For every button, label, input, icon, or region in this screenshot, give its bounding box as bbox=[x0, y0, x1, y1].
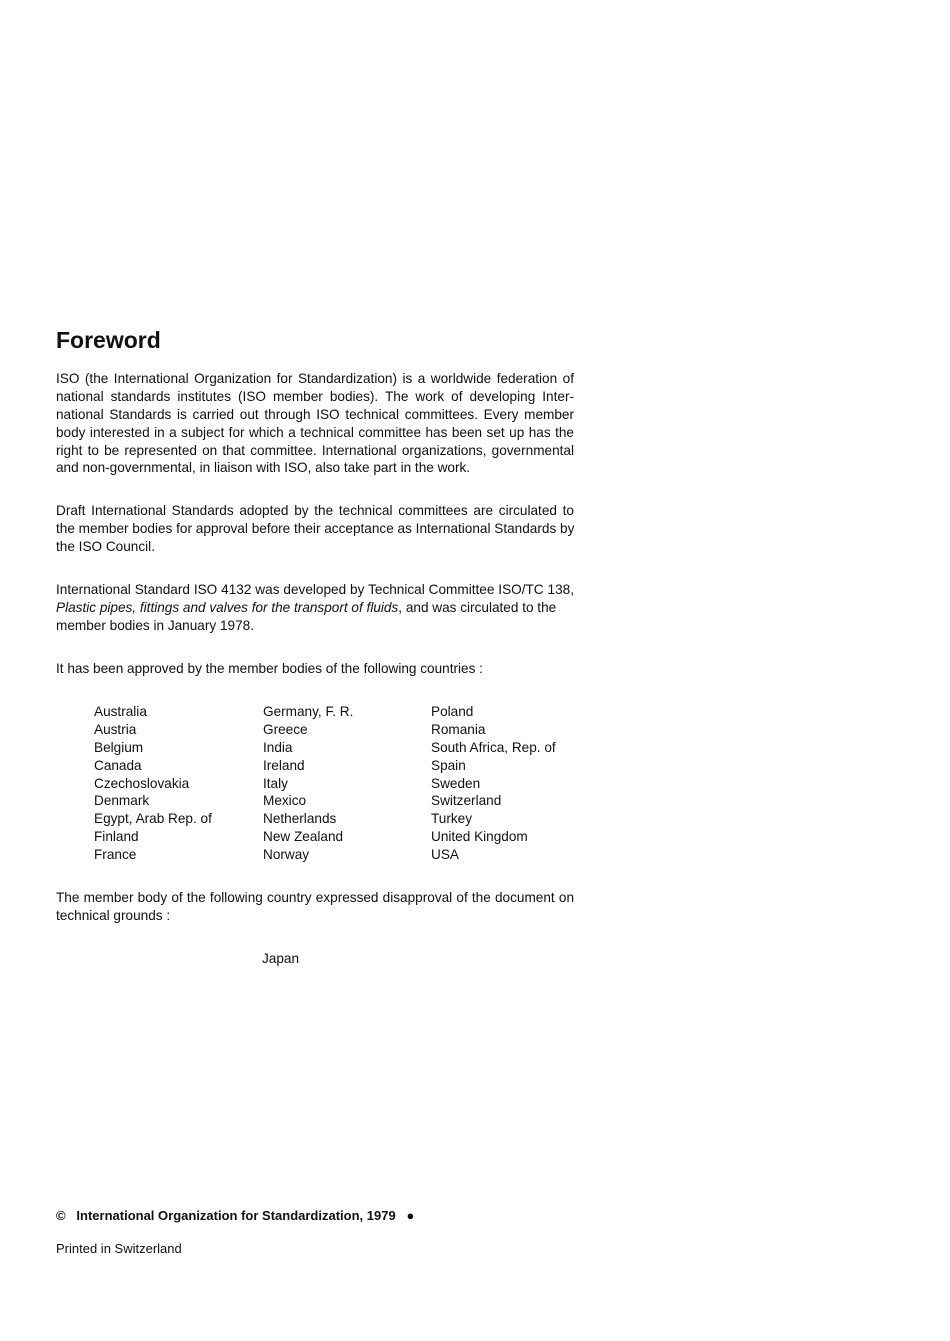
paragraph-approval bbox=[56, 660, 574, 678]
text-line: and non-governmental, in liaison with ISO, also take part in the work. bbox=[56, 460, 471, 476]
country: Poland bbox=[431, 704, 474, 719]
country: Romania bbox=[431, 721, 486, 737]
page-title: Foreword bbox=[56, 327, 161, 353]
text-line: It has been approved by the member bodies of the following countries : bbox=[56, 661, 483, 676]
paragraph-development bbox=[56, 581, 574, 635]
text-line: the ISO Council. bbox=[56, 538, 155, 554]
text-line: ISO (the International Organization for Standardization) is a worldwide federation of bbox=[56, 371, 574, 386]
country: Australia bbox=[94, 704, 147, 719]
country: Egypt, Arab Rep. of bbox=[94, 811, 212, 827]
text-line: national standards institutes (ISO member bodies). The work of developing Inter- bbox=[56, 388, 574, 404]
country: Germany, F. R. bbox=[263, 704, 354, 719]
country: Switzerland bbox=[431, 793, 502, 809]
text-line: body interested in a subject for which a technical committee has been set up has the bbox=[56, 424, 574, 440]
country: Finland bbox=[94, 829, 139, 845]
text-line bbox=[56, 599, 574, 617]
country: Sweden bbox=[431, 775, 481, 791]
text-line: right to be represented on that committee. International organizations, governmental bbox=[56, 442, 574, 458]
country: France bbox=[94, 847, 137, 863]
country: USA bbox=[431, 847, 459, 863]
country: Canada bbox=[94, 757, 142, 773]
text-fragment: , and was circulated to the bbox=[398, 599, 557, 615]
country: Italy bbox=[263, 775, 288, 791]
disapproving-country: Japan bbox=[262, 951, 300, 966]
country: Denmark bbox=[94, 793, 150, 809]
country: South Africa, Rep. of bbox=[431, 739, 556, 755]
text-line: International Standard ISO 4132 was developed by Technical Committee ISO/TC 138, bbox=[56, 582, 574, 597]
committee-title: Plastic pipes, fittings and valves for the transport of fluids bbox=[56, 599, 399, 615]
country: Mexico bbox=[263, 793, 307, 809]
text-line: Draft International Standards adopted by the technical committees are circulated to bbox=[56, 503, 574, 518]
paragraph-iso-intro bbox=[56, 370, 574, 477]
country: New Zealand bbox=[263, 829, 344, 845]
countries-column-1 bbox=[94, 703, 212, 864]
country: Austria bbox=[94, 721, 137, 737]
country: Ireland bbox=[263, 757, 305, 773]
country: Spain bbox=[431, 757, 466, 773]
country: United Kingdom bbox=[431, 829, 528, 845]
country: India bbox=[263, 739, 293, 755]
country: Belgium bbox=[94, 739, 144, 755]
text-line: technical grounds : bbox=[56, 907, 171, 923]
country: Netherlands bbox=[263, 811, 337, 827]
paragraph-draft-standards bbox=[56, 502, 574, 556]
paragraph-disapproval bbox=[56, 889, 574, 925]
copyright-notice: © International Organization for Standardization, 1979 ● bbox=[56, 1208, 415, 1223]
countries-column-3 bbox=[431, 703, 556, 864]
countries-column-2 bbox=[263, 703, 353, 864]
country: Norway bbox=[263, 847, 310, 863]
text-line: national Standards is carried out through ISO technical committees. Every member bbox=[56, 406, 574, 422]
country: Turkey bbox=[431, 811, 473, 827]
text-line: member bodies in January 1978. bbox=[56, 617, 254, 633]
text-line: The member body of the following country expressed disapproval of the document on bbox=[56, 890, 574, 905]
text-line: the member bodies for approval before their acceptance as International Standards by bbox=[56, 520, 575, 536]
country: Greece bbox=[263, 721, 308, 737]
country: Czechoslovakia bbox=[94, 775, 190, 791]
printed-in: Printed in Switzerland bbox=[56, 1241, 182, 1256]
